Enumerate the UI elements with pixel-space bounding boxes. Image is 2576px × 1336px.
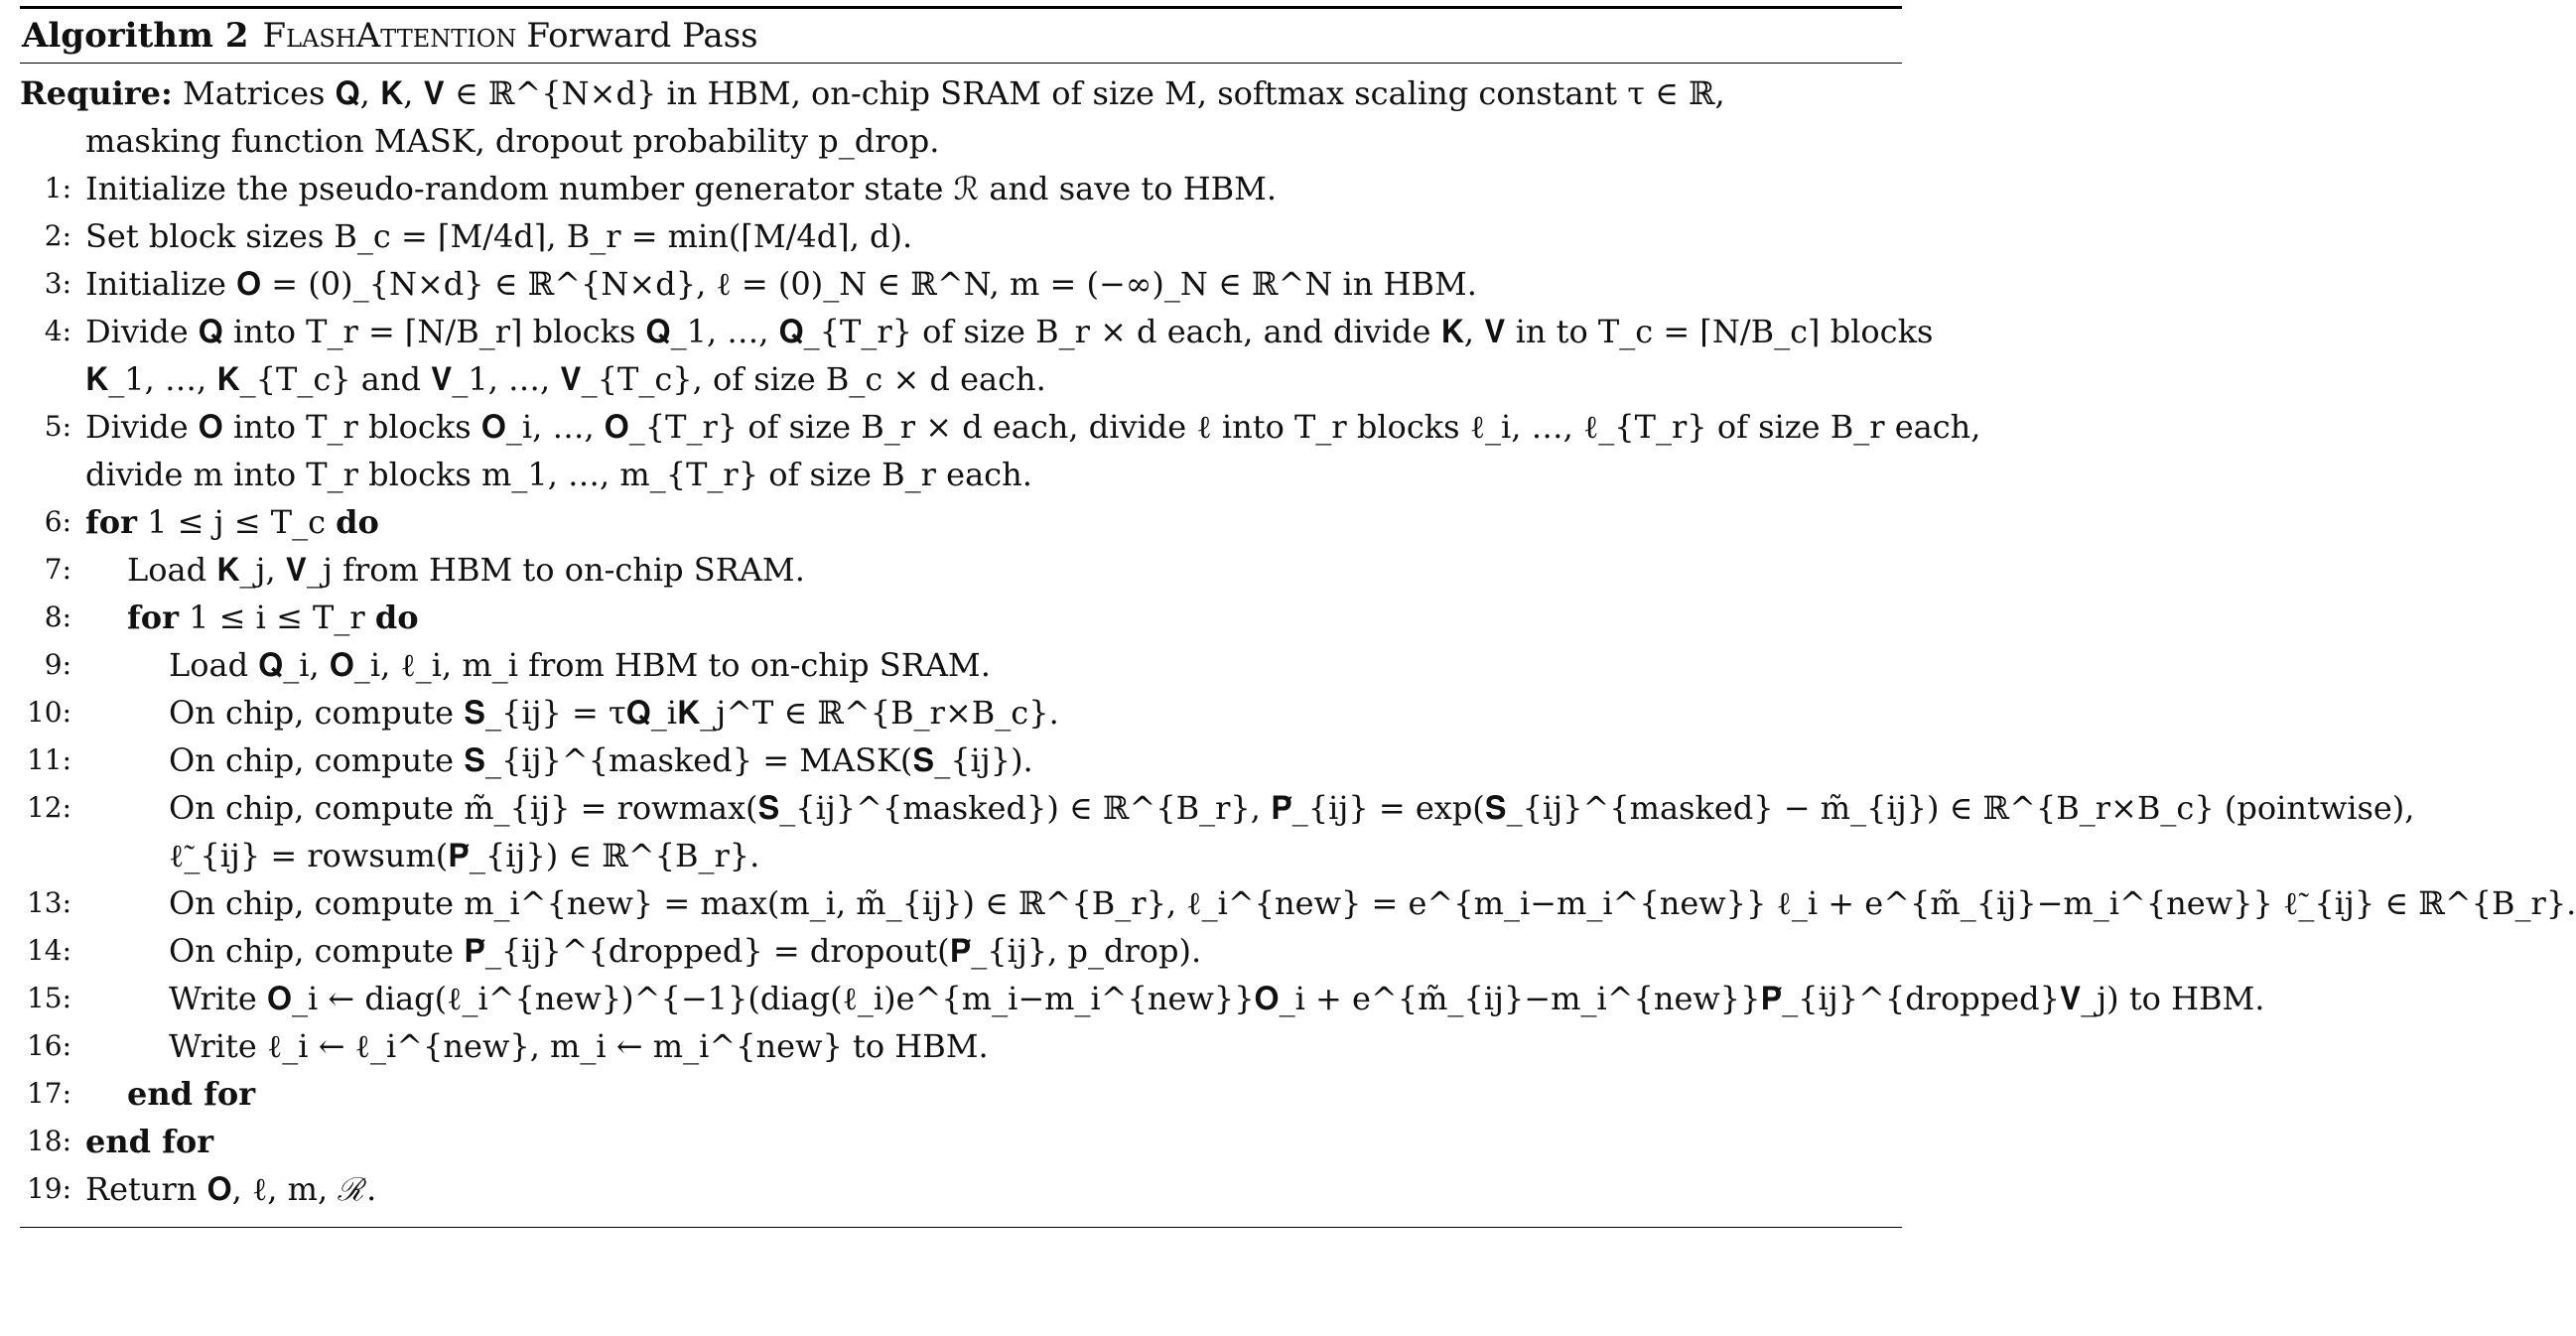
line-number: 2: <box>44 219 71 252</box>
algorithm-line-17 <box>20 1070 1902 1118</box>
line-continuation: ℓ̃_{ij} = rowsum(𝐏̃_{ij}) ∈ ℝ^{B_r}. <box>169 837 760 874</box>
do-keyword: do <box>374 599 419 636</box>
algorithm-line-7 <box>20 546 1902 594</box>
line-text: On chip, compute m̃_{ij} = rowmax(𝐒_{ij}^{masked}) ∈ ℝ^{B_r}, 𝐏̃_{ij} = exp(𝐒_{ij}^{masked} − m̃_{ij}) ∈ ℝ^{B_r×B_c} (pointwise), <box>169 789 2415 827</box>
line-text: On chip, compute 𝐒_{ij}^{masked} = MASK(𝐒_{ij}). <box>169 741 1033 779</box>
line-number: 16: <box>26 1029 71 1062</box>
line-number: 19: <box>26 1172 71 1205</box>
line-text: Load 𝐊_j, 𝐕_j from HBM to on-chip SRAM. <box>127 551 805 589</box>
line-number: 12: <box>26 791 71 824</box>
line-number: 13: <box>26 886 71 919</box>
line-text: On chip, compute 𝐏̃_{ij}^{dropped} = dropout(𝐏̃_{ij}, p_drop). <box>169 932 1202 970</box>
line-number: 1: <box>44 172 71 204</box>
line-text: Set block sizes B_c = ⌈M/4d⌉, B_r = min(⌈M/4d⌉, d). <box>85 217 913 255</box>
require-text: Matrices 𝐐, 𝐊, 𝐕 ∈ ℝ^{N×d} in HBM, on-chip SRAM of size M, softmax scaling constant τ ∈ ℝ, <box>182 74 1725 112</box>
algorithm-line-10 <box>20 689 1902 736</box>
line-text: On chip, compute m_i^{new} = max(m_i, m̃_{ij}) ∈ ℝ^{B_r}, ℓ_i^{new} = e^{m_i−m_i^{new}} ℓ_i + e^{m̃_{ij}−m_i^{new}} ℓ̃_{ij} ∈ ℝ^{B_r}. <box>169 884 2576 922</box>
line-text: Write 𝐎_i ← diag(ℓ_i^{new})^{−1}(diag(ℓ_i)e^{m_i−m_i^{new}}𝐎_i + e^{m̃_{ij}−m_i^{new}}𝐏̃_{ij}^{dropped}𝐕_j) to HBM. <box>169 980 2265 1017</box>
end-for-keyword: end for <box>85 1123 214 1160</box>
algorithm-line-8 <box>20 594 1902 641</box>
algorithm-body <box>20 64 2576 1227</box>
algorithm-line-18 <box>20 1118 1902 1165</box>
loop-condition: 1 ≤ i ≤ T_r <box>189 599 365 636</box>
line-number: 6: <box>44 505 71 538</box>
algorithm-name: FlashAttention <box>262 16 517 56</box>
line-number: 10: <box>26 696 71 729</box>
line-text: Divide 𝐐 into T_r = ⌈N/B_r⌉ blocks 𝐐_1, …, 𝐐_{T_r} of size B_r × d each, and divide 𝐊, 𝐕 in to T_c = ⌈N/B_c⌉ blocks <box>85 313 1934 350</box>
algorithm-line-4 <box>20 308 1934 403</box>
line-number: 18: <box>26 1125 71 1157</box>
line-continuation: 𝐊_1, …, 𝐊_{T_c} and 𝐕_1, …, 𝐕_{T_c}, of size B_c × d each. <box>85 360 1046 398</box>
require-continuation: masking function MASK, dropout probability p_drop. <box>85 122 940 160</box>
require-label: Require: <box>20 74 173 112</box>
line-text: Load 𝐐_i, 𝐎_i, ℓ_i, m_i from HBM to on-chip SRAM. <box>169 646 991 684</box>
line-number: 11: <box>26 743 71 776</box>
algorithm-line-13 <box>20 879 2576 927</box>
line-number: 3: <box>44 267 71 300</box>
line-text: Write ℓ_i ← ℓ_i^{new}, m_i ← m_i^{new} to HBM. <box>169 1027 989 1065</box>
loop-condition: 1 ≤ j ≤ T_c <box>147 503 326 541</box>
algorithm-line-6 <box>20 498 1902 546</box>
algorithm-line-16 <box>20 1022 1902 1070</box>
line-text: Divide 𝐎 into T_r blocks 𝐎_i, …, 𝐎_{T_r} of size B_r × d each, divide ℓ into T_r blocks ℓ_i, …, ℓ_{T_r} of size B_r each, <box>85 408 1981 446</box>
line-number: 4: <box>44 315 71 347</box>
algorithm-line-11 <box>20 736 1902 784</box>
algorithm-header <box>20 9 1902 63</box>
for-keyword: for <box>127 599 179 636</box>
require-line <box>20 69 1902 165</box>
end-for-keyword: end for <box>127 1075 256 1113</box>
line-number: 5: <box>44 410 71 443</box>
line-number: 14: <box>26 934 71 967</box>
line-text: Initialize 𝐎 = (0)_{N×d} ∈ ℝ^{N×d}, ℓ = (0)_N ∈ ℝ^N, m = (−∞)_N ∈ ℝ^N in HBM. <box>85 265 1477 303</box>
algorithm-line-15 <box>20 975 2265 1022</box>
algorithm-number: Algorithm 2 <box>22 16 249 56</box>
line-text: Return 𝐎, ℓ, m, ℛ. <box>85 1170 377 1208</box>
do-keyword: do <box>336 503 379 541</box>
for-keyword: for <box>85 503 137 541</box>
line-number: 8: <box>44 601 71 633</box>
algorithm-line-12 <box>20 784 2415 879</box>
algorithm-line-2 <box>20 212 1902 260</box>
line-continuation: divide m into T_r blocks m_1, …, m_{T_r} of size B_r each. <box>85 456 1032 493</box>
algorithm-line-5 <box>20 403 1981 498</box>
line-number: 15: <box>26 982 71 1014</box>
algorithm-title: Forward Pass <box>526 16 758 56</box>
algorithm-line-1 <box>20 165 1902 212</box>
line-text: Initialize the pseudo-random number generator state ℛ and save to HBM. <box>85 170 1278 207</box>
algorithm-line-9 <box>20 641 1902 689</box>
algorithm-line-14 <box>20 927 1902 975</box>
line-number: 7: <box>44 553 71 586</box>
line-number: 9: <box>44 648 71 681</box>
algorithm-line-3 <box>20 260 1902 308</box>
bottom-rule <box>20 1227 1902 1228</box>
algorithm-block <box>20 6 2576 1228</box>
line-text: On chip, compute 𝐒_{ij} = τ𝐐_i𝐊_j^T ∈ ℝ^{B_r×B_c}. <box>169 694 1059 732</box>
algorithm-line-19 <box>20 1165 1902 1213</box>
line-number: 17: <box>26 1077 71 1110</box>
